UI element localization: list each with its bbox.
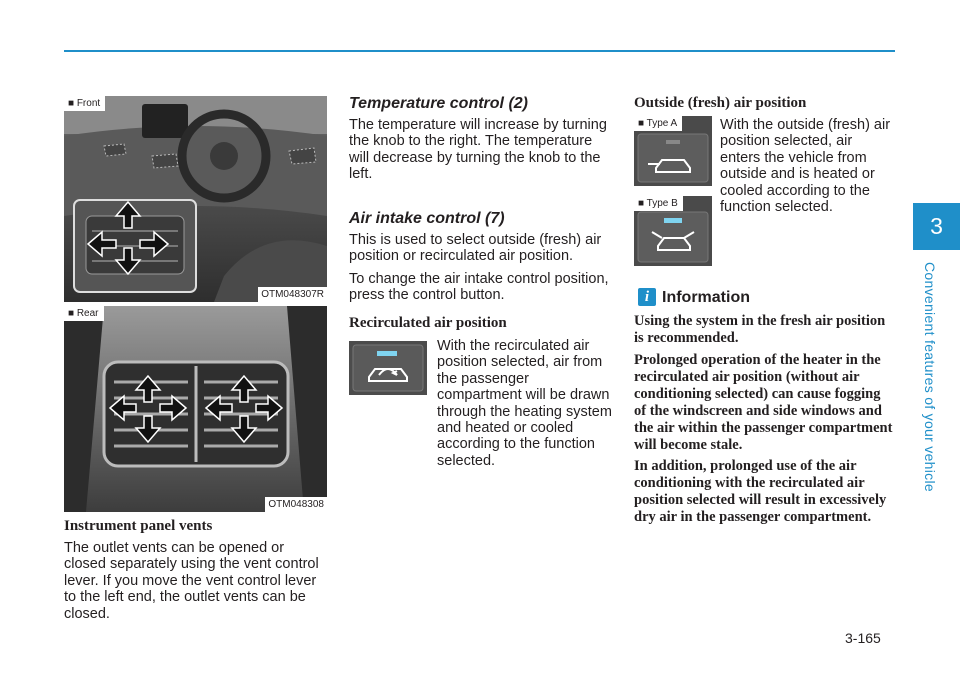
figure-rear-vents [64,306,327,512]
figure-code: OTM048307R [258,287,327,302]
heading-outside-air: Outside (fresh) air position [634,95,807,111]
heading-air-intake-control: Air intake control (7) [349,210,505,227]
paragraph-recirculated-air: With the recirculated air position selected, air from the passenger compartment will be drawn through the heating system and heated or cooled according to the function selected. [437,338,612,469]
chapter-title: Convenient features of your vehicle [922,262,938,492]
chapter-number: 3 [930,213,943,239]
type-b-tag: ■ Type B [634,196,683,211]
paragraph-air-intake-1: This is used to select outside (fresh) air position or recirculated air position. [349,232,602,265]
type-a-tag: ■ Type A [634,116,682,131]
outside-air-button-type-a [634,116,712,186]
heading-recirculated-air: Recirculated air position [349,315,507,331]
chapter-tab [913,203,960,250]
recirculated-air-button-image [349,341,427,395]
dashboard-illustration [64,96,327,302]
paragraph-air-intake-2: To change the air intake control position, press the control button. [349,271,609,304]
info-icon: i [638,288,656,306]
heading-instrument-panel-vents: Instrument panel vents [64,518,213,534]
info-paragraph-2: Prolonged operation of the heater in the recirculated air position (without air conditioning selected) can cause fogging of the windscreen and side windows and the air within the passenger compartment will become stale. [634,352,893,453]
info-paragraph-1: Using the system in the fresh air position is recommended. [634,313,886,346]
info-paragraph-3: In addition, prolonged use of the air conditioning with the recirculated air position selected will result in excessively dry air in the passenger compartment. [634,458,887,525]
paragraph-instrument-panel-vents: The outlet vents can be opened or closed separately using the vent control lever. If you move the vent control lever to the left end, the outlet vents can be closed. [64,540,319,622]
header-rule [64,50,895,52]
figure-tag: ■ Front [64,96,105,111]
rear-vents-illustration [64,306,327,512]
outside-air-button-type-b [634,196,712,266]
figure-front-vents [64,96,327,302]
recirculate-icon [349,341,427,395]
page-number: 3-165 [845,630,881,646]
heading-temperature-control: Temperature control (2) [349,95,528,112]
paragraph-outside-air: With the outside (fresh) air position selected, air enters the vehicle from outside and is heated or cooled according to the function selected. [720,117,891,216]
figure-code: OTM048308 [265,497,327,512]
information-title: Information [662,289,750,306]
figure-tag: ■ Rear [64,306,104,321]
chapter-title-vertical [921,262,941,502]
paragraph-temperature-control: The temperature will increase by turning the knob to the right. The temperature will decrease by turning the knob to the left. [349,117,607,183]
